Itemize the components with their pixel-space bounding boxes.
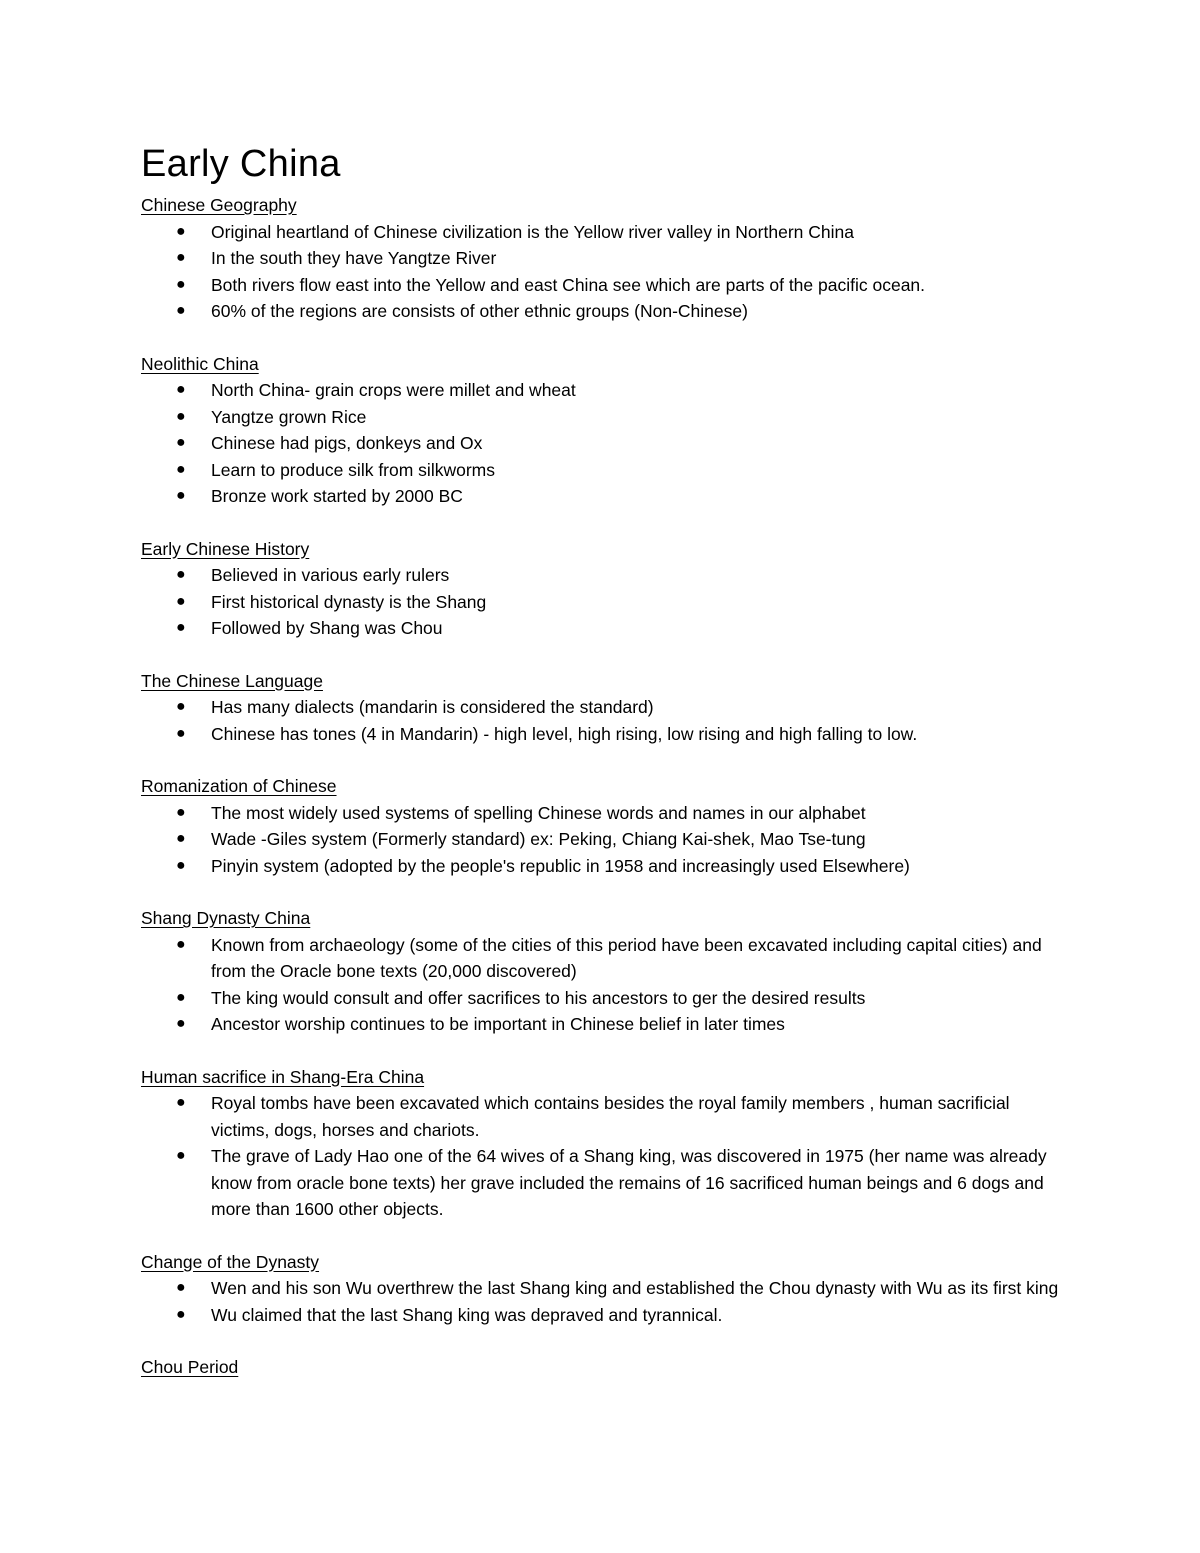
bullet-icon: ● — [176, 724, 186, 742]
list-item-text: Original heartland of Chinese civilization is the Yellow river valley in Northern China — [211, 221, 854, 242]
list-item — [141, 589, 1071, 616]
bullet-icon: ● — [176, 566, 186, 583]
list-item — [141, 483, 1071, 510]
list-item-text: Wade -Giles system (Formerly standard) ex: Peking, Chiang Kai-shek, Mao Tse-tung — [211, 829, 866, 849]
list-item — [141, 853, 1071, 880]
bullet-icon: ● — [176, 698, 186, 715]
list-item — [141, 562, 1071, 589]
list-item-text: Believed in various early rulers — [211, 565, 450, 585]
list-item-text: Has many dialects (mandarin is considered the standard) — [211, 697, 654, 717]
section — [141, 536, 1071, 642]
section — [141, 773, 1071, 879]
list-item — [141, 1275, 1071, 1302]
list-item-text: Wen and his son Wu overthrew the last Shang king and established the Chou dynasty with Wu as its first king — [211, 1278, 1059, 1298]
bullet-icon: ● — [176, 803, 186, 821]
section — [141, 905, 1071, 1038]
bullet-icon: ● — [176, 407, 186, 425]
list-item — [141, 1011, 1071, 1038]
section-heading: Neolithic China — [141, 353, 259, 374]
section-heading: Shang Dynasty China — [141, 908, 311, 928]
list-item — [141, 694, 1071, 721]
bullet-icon: ● — [176, 381, 186, 398]
list-item-text: Yangtze grown Rice — [211, 406, 367, 427]
list-item-text: First historical dynasty is the Shang — [211, 591, 487, 612]
section — [141, 351, 1071, 510]
bullet-icon: ● — [176, 935, 186, 953]
section — [141, 192, 1071, 325]
list-item-text: Known from archaeology (some of the cities of this period have been excavated including capital cities) and from the Oracle bone texts (20,000 discovered) — [211, 934, 1042, 981]
list-item — [141, 800, 1071, 827]
list-item — [141, 615, 1071, 642]
bullet-icon: ● — [176, 302, 186, 319]
section-heading: Chinese Geography — [141, 195, 297, 215]
list-item-text: Chinese has tones (4 in Mandarin) - high level, high rising, low rising and high falling to low. — [211, 723, 918, 744]
section — [141, 1354, 1071, 1381]
bullet-icon: ● — [176, 434, 186, 451]
bullet-icon: ● — [176, 222, 186, 240]
bullet-icon: ● — [176, 592, 186, 610]
bullet-list — [141, 800, 1071, 880]
list-item — [141, 377, 1071, 404]
bullet-icon: ● — [176, 487, 186, 504]
list-item-text: In the south they have Yangtze River — [211, 248, 497, 268]
bullet-icon: ● — [176, 1279, 186, 1296]
list-item — [141, 457, 1071, 484]
list-item — [141, 932, 1071, 985]
list-item-text: The grave of Lady Hao one of the 64 wives of a Shang king, was discovered in 1975 (her name was already know from oracle bone texts) her grave included the remains of 16 sacrificed human beings and 6 dogs and more than 1600 other objects. — [211, 1146, 1047, 1219]
list-item — [141, 404, 1071, 431]
bullet-icon: ● — [176, 1094, 186, 1111]
section — [141, 1064, 1071, 1223]
list-item-text: Wu claimed that the last Shang king was depraved and tyrannical. — [211, 1304, 723, 1325]
list-item-text: Bronze work started by 2000 BC — [211, 486, 463, 506]
bullet-list — [141, 377, 1071, 510]
bullet-icon: ● — [176, 830, 186, 847]
list-item — [141, 1302, 1071, 1329]
list-item-text: North China- grain crops were millet and wheat — [211, 380, 576, 400]
list-item — [141, 826, 1071, 853]
list-item — [141, 245, 1071, 272]
list-item-text: Both rivers flow east into the Yellow and east China see which are parts of the pacific ocean. — [211, 274, 926, 295]
bullet-icon: ● — [176, 275, 186, 293]
list-item-text: Learn to produce silk from silkworms — [211, 459, 495, 480]
bullet-icon: ● — [176, 249, 186, 266]
list-item — [141, 219, 1071, 246]
list-item-text: Pinyin system (adopted by the people's republic in 1958 and increasingly used Elsewhere) — [211, 855, 910, 876]
bullet-icon: ● — [176, 1147, 186, 1164]
bullet-list — [141, 219, 1071, 325]
bullet-list — [141, 562, 1071, 642]
list-item — [141, 430, 1071, 457]
section-heading: Romanization of Chinese — [141, 776, 337, 796]
list-item-text: Chinese had pigs, donkeys and Ox — [211, 433, 483, 453]
list-item-text: 60% of the regions are consists of other ethnic groups (Non-Chinese) — [211, 301, 748, 321]
section-heading: The Chinese Language — [141, 670, 323, 691]
list-item — [141, 721, 1071, 748]
bullet-icon: ● — [176, 988, 186, 1006]
bullet-list — [141, 932, 1071, 1038]
bullet-list — [141, 694, 1071, 747]
bullet-icon: ● — [176, 460, 186, 478]
bullet-list — [141, 1275, 1071, 1328]
bullet-icon: ● — [176, 856, 186, 874]
section-heading: Change of the Dynasty — [141, 1251, 320, 1272]
bullet-list — [141, 1090, 1071, 1223]
section — [141, 668, 1071, 748]
list-item-text: Followed by Shang was Chou — [211, 618, 443, 638]
bullet-icon: ● — [176, 1015, 186, 1032]
section — [141, 1249, 1071, 1329]
document-title: Early China — [141, 143, 341, 185]
document-page — [141, 140, 1071, 1407]
list-item — [141, 272, 1071, 299]
list-item — [141, 298, 1071, 325]
list-item-text: Ancestor worship continues to be important in Chinese belief in later times — [211, 1014, 785, 1034]
bullet-icon: ● — [176, 619, 186, 636]
section-heading: Human sacrifice in Shang-Era China — [141, 1066, 425, 1087]
list-item — [141, 1090, 1071, 1143]
list-item — [141, 1143, 1071, 1223]
list-item — [141, 985, 1071, 1012]
bullet-icon: ● — [176, 1305, 186, 1323]
list-item-text: The king would consult and offer sacrifices to his ancestors to ger the desired results — [211, 987, 866, 1008]
sections-container — [141, 192, 1071, 1381]
section-heading: Chou Period — [141, 1357, 239, 1377]
section-heading: Early Chinese History — [141, 538, 310, 559]
list-item-text: Royal tombs have been excavated which contains besides the royal family members , human sacrificial victims, dogs, horses and chariots. — [211, 1093, 1010, 1140]
list-item-text: The most widely used systems of spelling Chinese words and names in our alphabet — [211, 802, 866, 823]
